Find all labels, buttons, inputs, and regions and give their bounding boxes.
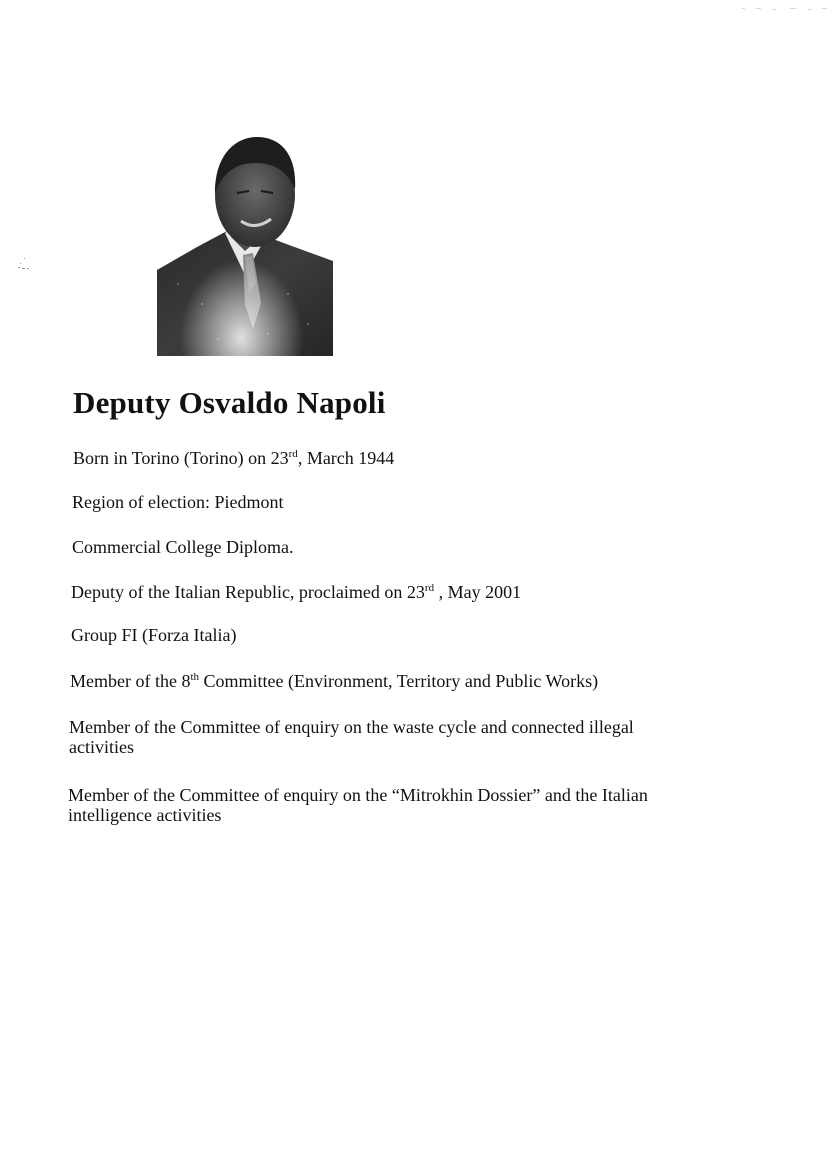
region-of-election: Region of election: Piedmont	[72, 492, 284, 512]
proclamation-info: Deputy of the Italian Republic, proclaimed on 23rd , May 2001	[71, 582, 522, 602]
page-title: Deputy Osvaldo Napoli	[73, 385, 386, 420]
scan-speck	[16, 258, 32, 272]
committee-waste-cycle: Member of the Committee of enquiry on the waste cycle and connected illegal activities	[69, 717, 634, 757]
portrait-photo	[157, 133, 333, 356]
education: Commercial College Diploma.	[72, 537, 294, 557]
committee-mitrokhin: Member of the Committee of enquiry on the “Mitrokhin Dossier” and the Italian intelligence activities	[68, 785, 648, 825]
committee-membership-8th: Member of the 8th Committee (Environment, Territory and Public Works)	[70, 671, 599, 691]
parliamentary-group: Group FI (Forza Italia)	[71, 625, 237, 645]
birth-info: Born in Torino (Torino) on 23rd, March 1944	[73, 448, 395, 468]
scan-artifact	[742, 0, 832, 6]
